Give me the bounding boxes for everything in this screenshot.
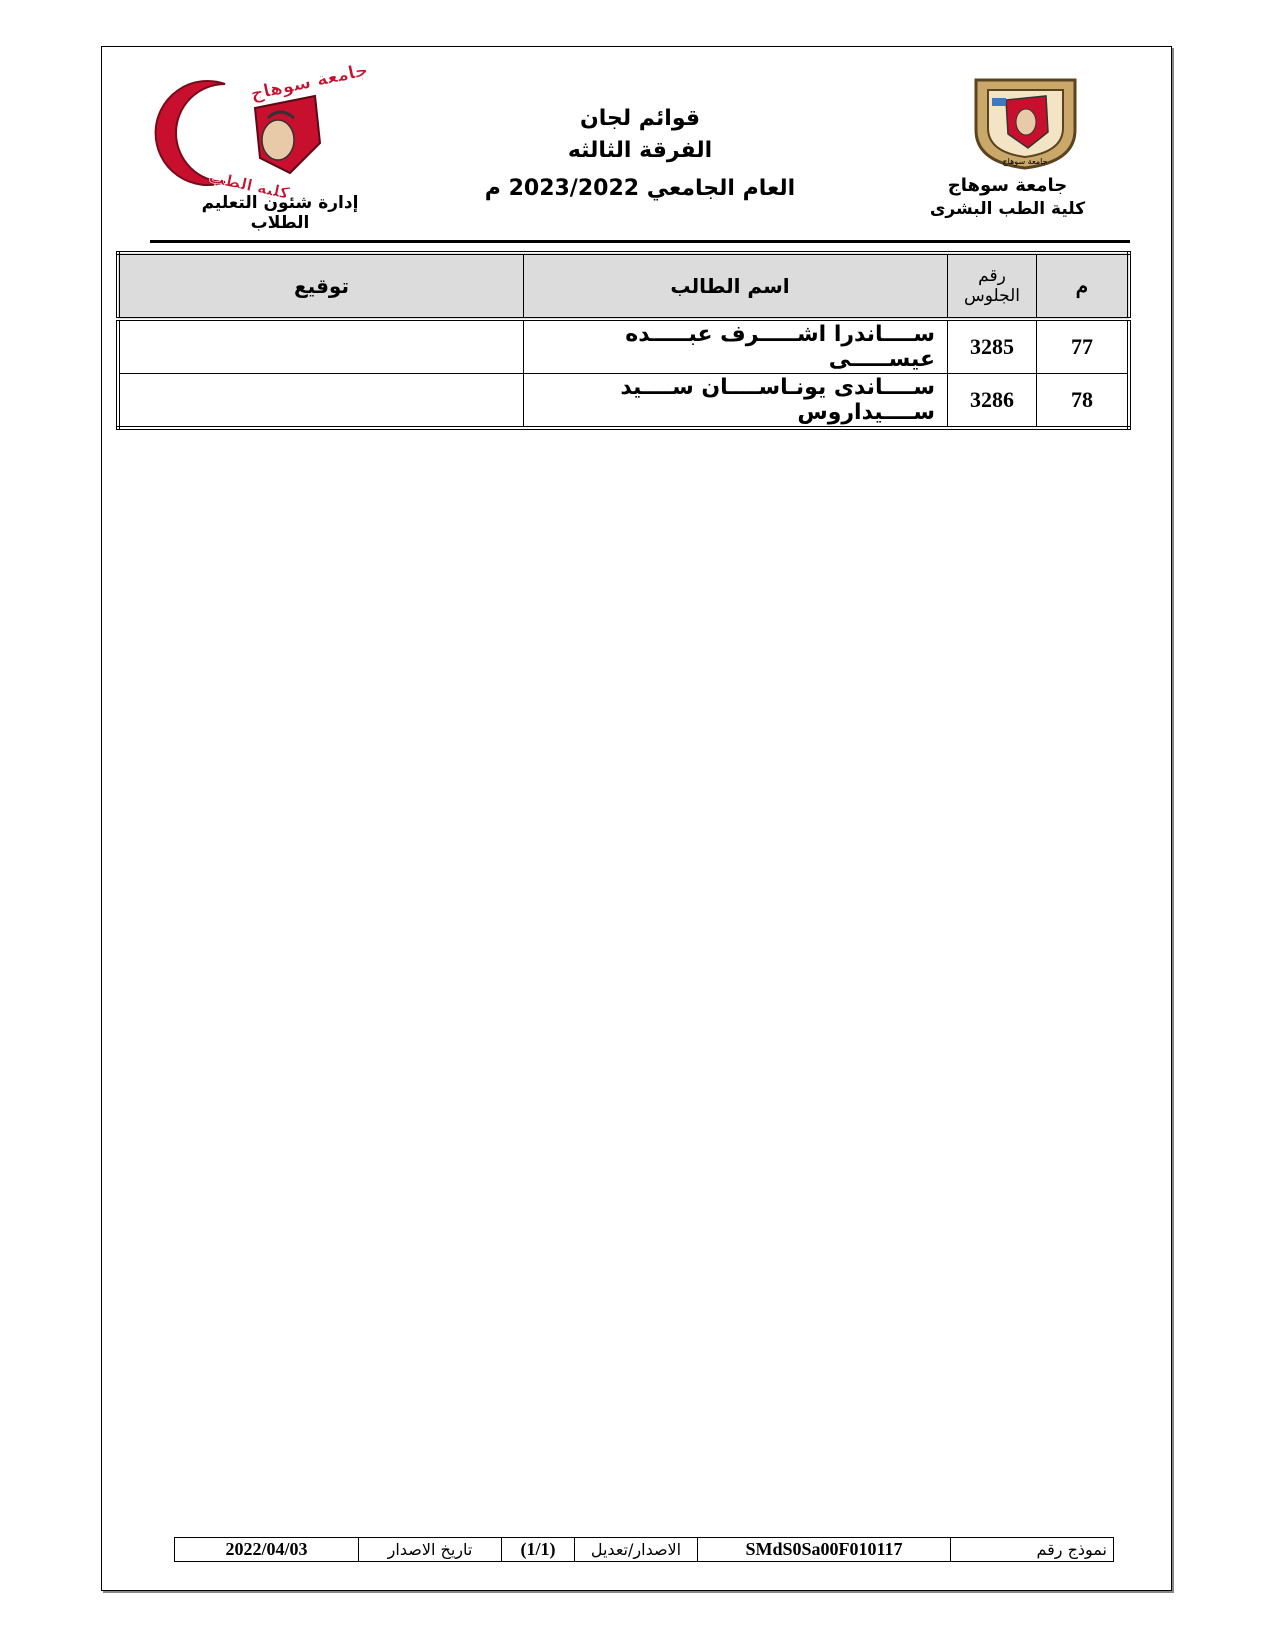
form-code: SMdS0Sa00F010117 xyxy=(698,1538,951,1562)
seat-header-line1: رقم xyxy=(978,266,1006,285)
logo-text-top: جامعة سوهاج xyxy=(248,59,370,105)
serial-cell: 77 xyxy=(1037,319,1130,374)
form-label: نموذج رقم xyxy=(951,1538,1114,1562)
date-value: 2022/04/03 xyxy=(175,1538,359,1562)
signature-cell[interactable] xyxy=(118,374,524,429)
header-divider xyxy=(150,240,1130,243)
date-label: تاريخ الاصدار xyxy=(359,1538,502,1562)
title-line2: الفرقة الثالثه xyxy=(567,138,713,163)
student-name-cell: ســــاندى يونـاســــان ســــيد ســــيداروس xyxy=(524,374,948,429)
table-row xyxy=(118,374,1129,429)
title-line1: قوائم لجان xyxy=(579,106,701,131)
logo-text-bottom: كلية الطب xyxy=(207,167,291,203)
serial-cell: 78 xyxy=(1037,374,1130,429)
table-row xyxy=(118,319,1129,374)
col-name-header: اسم الطالب xyxy=(524,253,948,319)
col-signature-header: توقيع xyxy=(118,253,524,319)
student-name-cell: ســــاندرا اشـــــرف عبـــــده عيســـــى xyxy=(524,319,948,374)
col-serial-header: م xyxy=(1037,253,1130,319)
faculty-name: كلية الطب البشرى xyxy=(929,199,1086,219)
seat-cell: 3285 xyxy=(948,319,1037,374)
edition-value: (1/1) xyxy=(502,1538,575,1562)
form-footer xyxy=(174,1537,1114,1562)
title-line3: العام الجامعي 2023/2022 م xyxy=(484,176,796,201)
signature-cell[interactable] xyxy=(118,319,524,374)
committee-table xyxy=(116,251,1131,430)
seat-cell: 3286 xyxy=(948,374,1037,429)
seat-header-line2: الجلوس xyxy=(963,286,1021,305)
faculty-logo xyxy=(160,59,370,203)
university-seal xyxy=(968,70,1083,170)
seal-text: جامعة سوهاج xyxy=(1002,157,1048,166)
left-caption: إدارة شئون التعليم الطلاب xyxy=(201,193,359,233)
col-seat-header xyxy=(948,253,1037,319)
university-name: جامعة سوهاج xyxy=(947,175,1068,196)
table-header-row xyxy=(118,253,1129,319)
edition-label: الاصدار/تعديل xyxy=(575,1538,698,1562)
